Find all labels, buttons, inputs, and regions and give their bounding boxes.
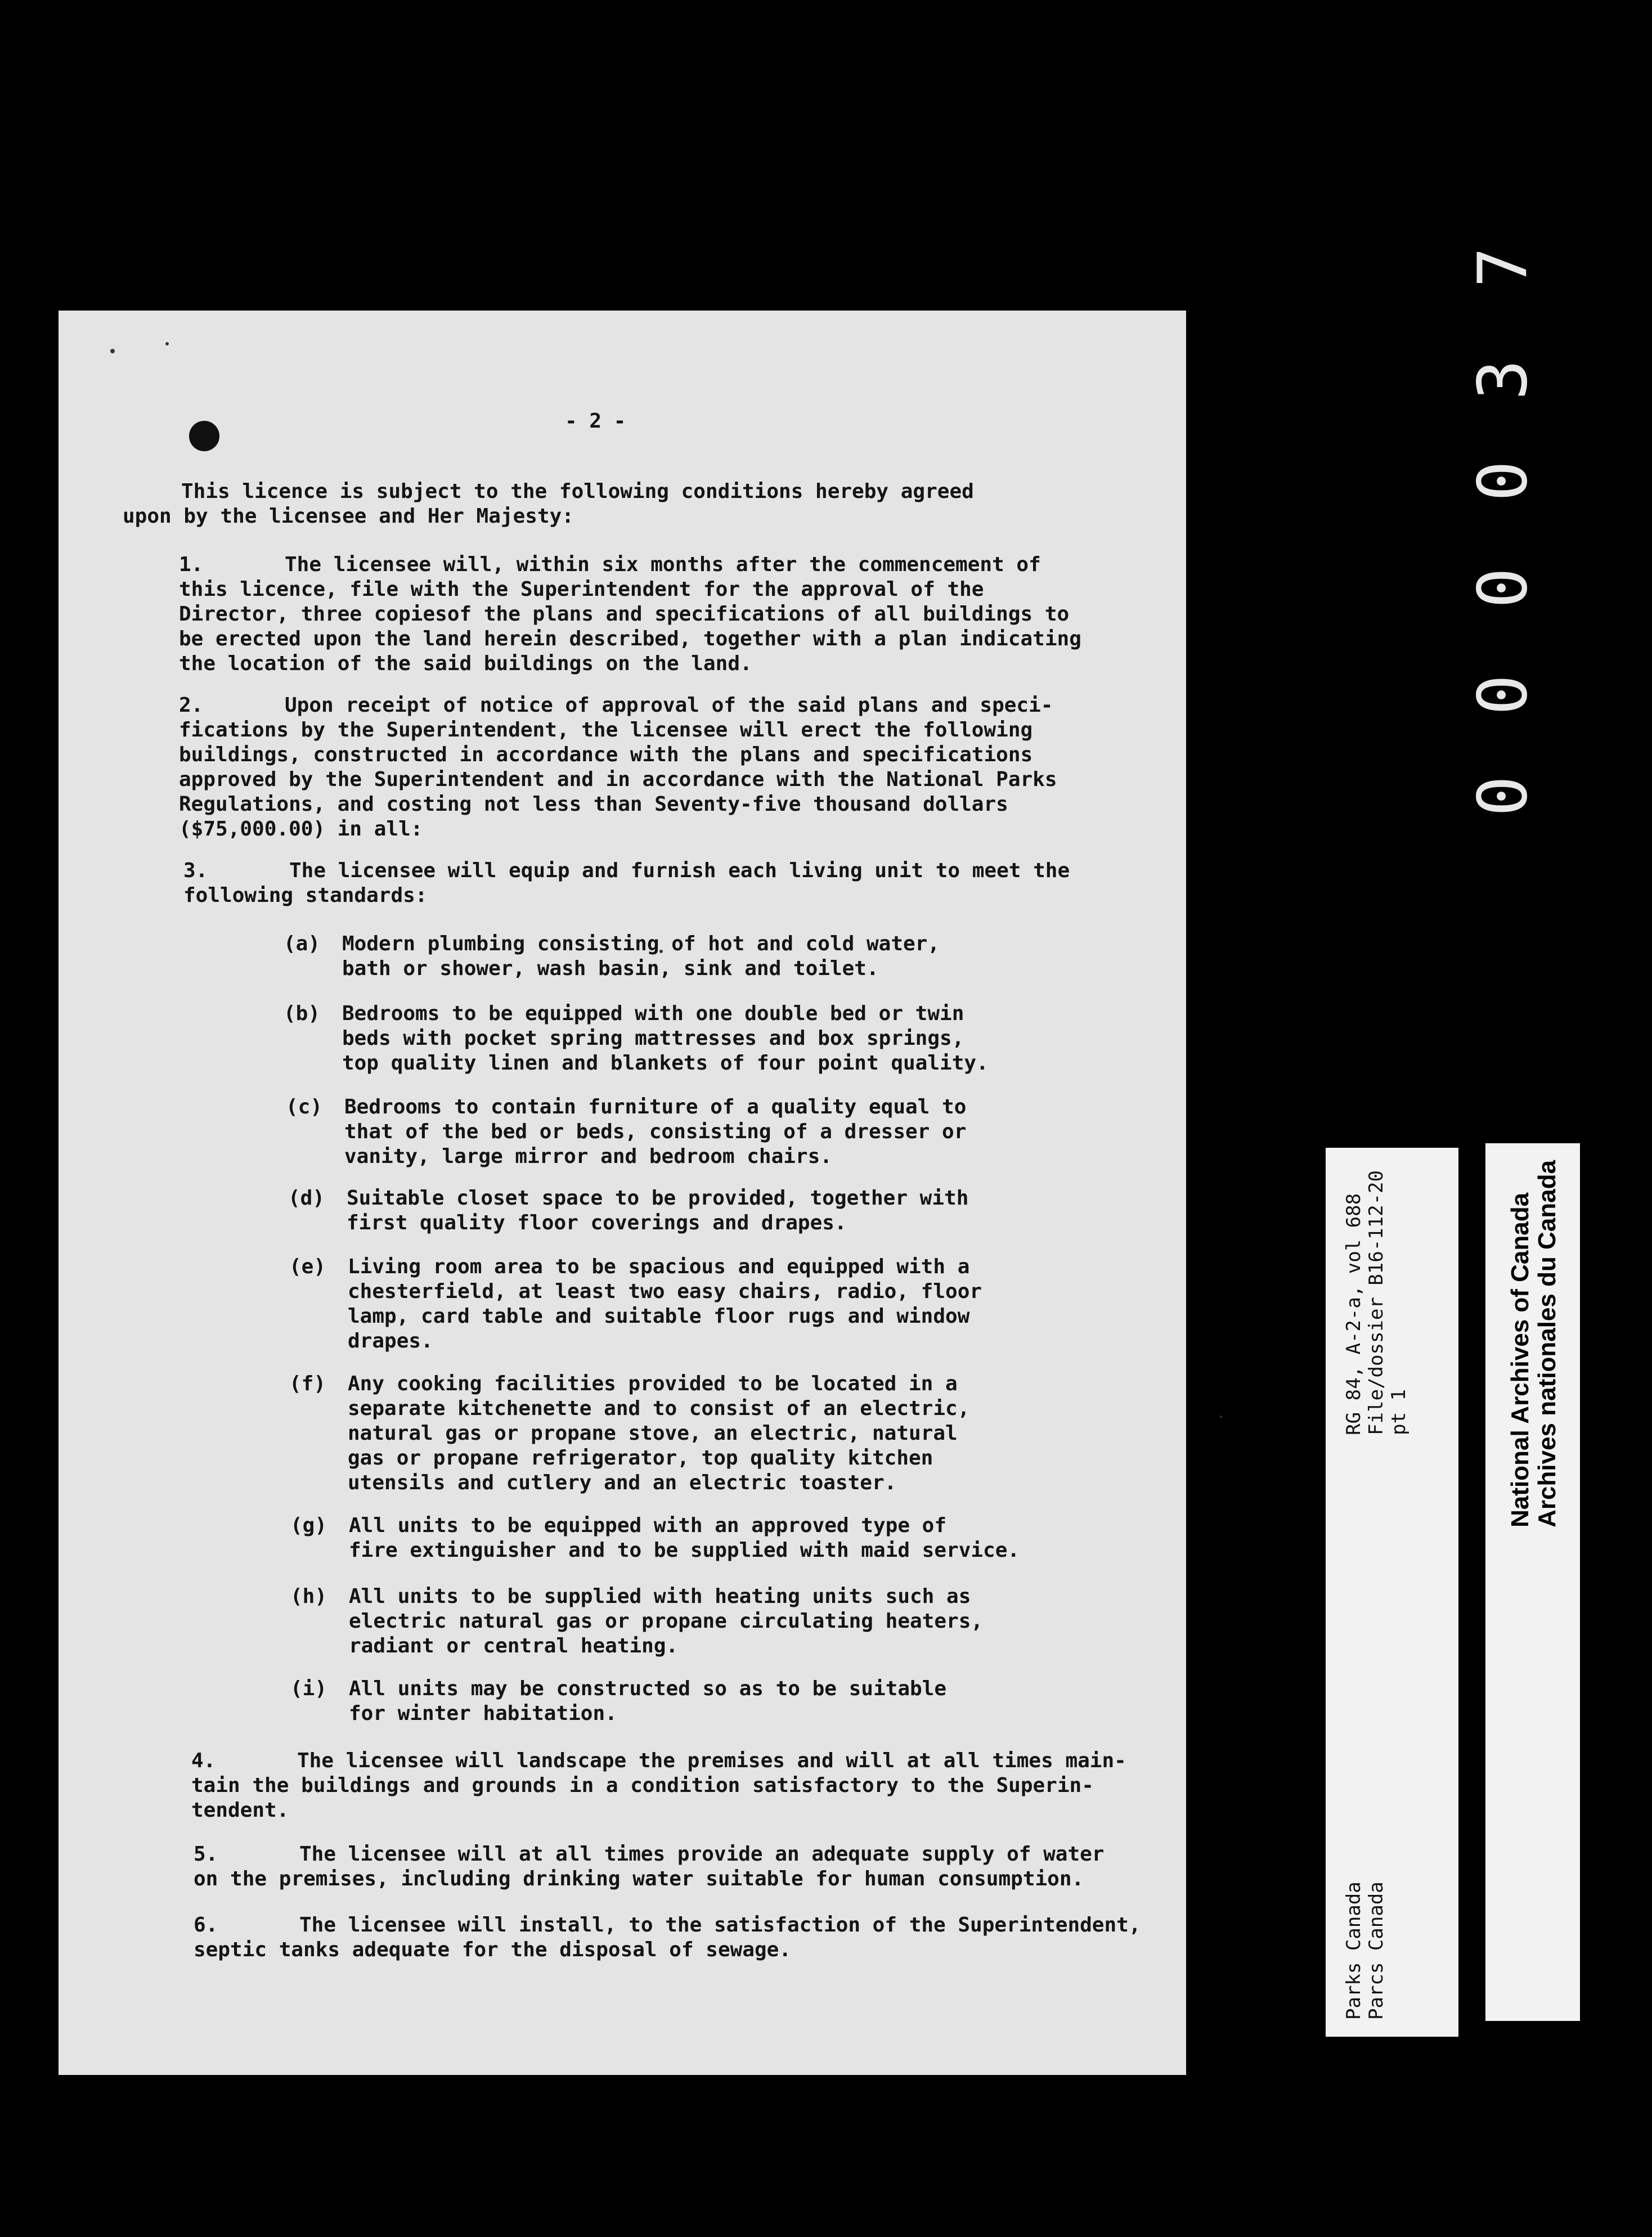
frame-digit-7: 7 — [1464, 246, 1543, 288]
condition-number: 4. — [191, 1749, 216, 1772]
condition-line: this licence, file with the Superintendent for the approval of the — [179, 578, 984, 601]
punch-hole — [189, 421, 219, 451]
item-label: (i) — [290, 1677, 327, 1700]
paper-speck — [1220, 1416, 1222, 1418]
condition-3 — [183, 859, 1070, 908]
frame-digit-0: 0 — [1464, 775, 1543, 817]
reference-line: pt 1 — [1388, 1389, 1410, 1435]
item-line: Living room area to be spacious and equipped with a — [348, 1255, 970, 1278]
item-label: (a) — [284, 932, 321, 955]
condition-line: The licensee will, within six months after the commencement of — [285, 553, 1041, 576]
condition-line: approved by the Superintendent and in accordance with the National Parks — [179, 768, 1057, 791]
item-line: natural gas or propane stove, an electric, natural — [348, 1422, 958, 1445]
condition-line: tain the buildings and grounds in a condition satisfactory to the Superin- — [191, 1774, 1094, 1797]
item-line: that of the bed or beds, consisting of a dresser or — [344, 1120, 967, 1143]
condition-line: Regulations, and costing not less than Seventy-five thousand dollars — [179, 793, 1008, 816]
condition-number: 5. — [194, 1843, 218, 1866]
item-line: lamp, card table and suitable floor rugs and window — [348, 1305, 970, 1328]
item-line: All units to be equipped with an approved type of — [349, 1514, 947, 1537]
item-label: (d) — [288, 1187, 325, 1210]
intro-line: upon by the licensee and Her Majesty: — [123, 505, 574, 528]
frame-number-digit — [1464, 439, 1543, 523]
condition-line: The licensee will at all times provide an adequate supply of water — [299, 1843, 1105, 1866]
condition-4 — [191, 1749, 1126, 1823]
condition-number: 2. — [179, 694, 204, 717]
condition-line: the location of the said buildings on the land. — [179, 652, 752, 675]
condition-6 — [194, 1913, 1141, 1962]
institution-text — [1507, 1160, 1561, 1528]
reference-line: RG 84, A-2-a, vol 688 — [1343, 1193, 1365, 1435]
item-line: fire extinguisher and to be supplied with maid service. — [349, 1539, 1020, 1562]
frame-number-digit — [1464, 338, 1543, 422]
item-line: drapes. — [348, 1329, 433, 1353]
item-line: separate kitchenette and to consist of an electric, — [348, 1397, 970, 1420]
page-number: - 2 - — [565, 410, 626, 433]
item-line: beds with pocket spring mattresses and box springs, — [342, 1027, 964, 1050]
agency-line: Parcs Canada — [1365, 1881, 1388, 2020]
condition-line: tendent. — [191, 1799, 289, 1822]
item-line: utensils and cutlery and an electric toaster. — [348, 1471, 897, 1494]
item-line: Bedrooms to be equipped with one double bed or twin — [342, 1002, 964, 1025]
condition-number: 1. — [179, 553, 204, 576]
intro-paragraph — [123, 479, 974, 529]
agency-text — [1343, 1881, 1388, 2020]
condition-5 — [194, 1842, 1104, 1892]
item-line: chesterfield, at least two easy chairs, radio, floor — [348, 1280, 982, 1303]
condition-1 — [179, 552, 1081, 676]
frame-digit-0: 0 — [1464, 567, 1543, 609]
frame-number-digit — [1464, 225, 1543, 309]
condition-line: The licensee will equip and furnish each living unit to meet the — [289, 859, 1070, 882]
document-page — [59, 311, 1186, 2075]
item-label: (f) — [289, 1372, 326, 1395]
item-label: (e) — [289, 1255, 326, 1278]
paper-speck — [165, 342, 169, 345]
item-line: Any cooking facilities provided to be located in a — [348, 1372, 958, 1395]
frame-number-digit — [1464, 754, 1543, 838]
condition-line: septic tanks adequate for the disposal of sewage. — [194, 1938, 792, 1961]
condition-number: 6. — [194, 1913, 218, 1937]
condition-line: on the premises, including drinking water suitable for human consumption. — [194, 1867, 1084, 1890]
institution-line: Archives nationales du Canada — [1533, 1160, 1561, 1528]
item-line: first quality floor coverings and drapes. — [347, 1211, 847, 1234]
item-line: Suitable closet space to be provided, together with — [347, 1187, 969, 1210]
frame-digit-3: 3 — [1464, 359, 1543, 401]
condition-line: ($75,000.00) in all: — [179, 817, 423, 841]
item-label: (b) — [284, 1002, 321, 1025]
condition-line: following standards: — [183, 884, 428, 907]
item-line: top quality linen and blankets of four point quality. — [342, 1052, 989, 1075]
condition-line: buildings, constructed in accordance with the plans and specifications — [179, 743, 1033, 766]
item-line: All units may be constructed so as to be suitable — [349, 1677, 947, 1700]
item-label: (g) — [290, 1514, 327, 1537]
condition-line: fications by the Superintendent, the licensee will erect the following — [179, 718, 1033, 742]
condition-line: be erected upon the land herein described, together with a plan indicating — [179, 627, 1081, 650]
frame-number-digit — [1464, 653, 1543, 737]
item-line: vanity, large mirror and bedroom chairs. — [344, 1145, 832, 1168]
frame-digit-0: 0 — [1464, 674, 1543, 716]
condition-2 — [179, 693, 1057, 842]
reference-line: File/dossier B16-112-20 — [1365, 1170, 1388, 1435]
item-line: Modern plumbing consisting of hot and cold water, — [342, 932, 940, 955]
condition-line: Upon receipt of notice of approval of the said plans and speci- — [285, 694, 1053, 717]
institution-label — [1485, 1143, 1580, 2021]
item-line: Bedrooms to contain furniture of a quality equal to — [344, 1095, 967, 1118]
item-label: (c) — [286, 1095, 323, 1118]
paper-speck — [110, 349, 115, 353]
reference-text — [1343, 1170, 1410, 1435]
archive-reference-label — [1326, 1148, 1458, 2037]
item-line: bath or shower, wash basin, sink and toilet. — [342, 957, 879, 980]
item-line: for winter habitation. — [349, 1702, 617, 1725]
agency-line: Parks Canada — [1343, 1881, 1365, 2020]
intro-line: This licence is subject to the following conditions hereby agreed — [181, 480, 974, 503]
item-line: electric natural gas or propane circulating heaters, — [349, 1610, 984, 1633]
item-label: (h) — [290, 1585, 327, 1608]
condition-line: Director, three copiesof the plans and specifications of all buildings to — [179, 603, 1070, 626]
frame-digit-0: 0 — [1464, 460, 1543, 502]
condition-number: 3. — [183, 859, 208, 882]
frame-number-digit — [1464, 546, 1543, 630]
item-line: All units to be supplied with heating units such as — [349, 1585, 971, 1608]
institution-line: National Archives of Canada — [1506, 1192, 1534, 1528]
condition-line: The licensee will install, to the satisfaction of the Superintendent, — [299, 1913, 1141, 1937]
item-line: radiant or central heating. — [349, 1634, 679, 1657]
item-line: gas or propane refrigerator, top quality kitchen — [348, 1447, 933, 1470]
condition-line: The licensee will landscape the premises and will at all times main- — [297, 1749, 1126, 1772]
